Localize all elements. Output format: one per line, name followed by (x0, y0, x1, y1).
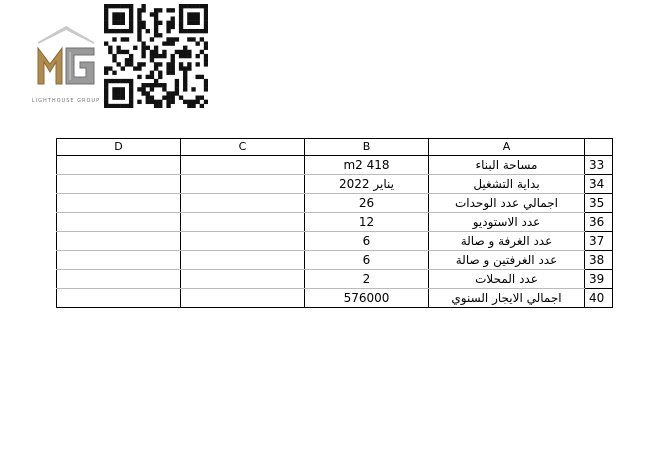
row-number[interactable]: 40 (585, 289, 613, 308)
row-number[interactable]: 35 (585, 194, 613, 213)
cell-b[interactable]: 6 (305, 232, 429, 251)
cell-d[interactable] (57, 251, 181, 270)
cell-c[interactable] (181, 251, 305, 270)
cell-d[interactable] (57, 270, 181, 289)
cell-d[interactable] (57, 194, 181, 213)
table-row (57, 270, 613, 289)
row-number[interactable]: 38 (585, 251, 613, 270)
column-header-a[interactable]: A (429, 139, 585, 156)
row-number[interactable]: 34 (585, 175, 613, 194)
company-logo (30, 22, 102, 110)
cell-a[interactable]: عدد الغرفتين و صالة (429, 251, 585, 270)
row-number[interactable]: 39 (585, 270, 613, 289)
cell-c[interactable] (181, 156, 305, 175)
qr-code-icon (104, 4, 208, 108)
cell-d[interactable] (57, 213, 181, 232)
cell-c[interactable] (181, 289, 305, 308)
cell-a[interactable]: عدد الغرفة و صالة (429, 232, 585, 251)
cell-b[interactable]: 6 (305, 251, 429, 270)
qr-code (104, 4, 208, 108)
cell-c[interactable] (181, 213, 305, 232)
table-row (57, 175, 613, 194)
cell-a[interactable]: اجمالي عدد الوحدات (429, 194, 585, 213)
corner-cell (585, 139, 613, 156)
cell-c[interactable] (181, 194, 305, 213)
table-row (57, 289, 613, 308)
logo-emblem-icon (30, 22, 102, 110)
cell-b[interactable]: يناير 2022 (305, 175, 429, 194)
table-row (57, 156, 613, 175)
cell-c[interactable] (181, 270, 305, 289)
cell-d[interactable] (57, 232, 181, 251)
cell-a[interactable]: مساحة البناء (429, 156, 585, 175)
cell-c[interactable] (181, 232, 305, 251)
column-header-c[interactable]: C (181, 139, 305, 156)
cell-a[interactable]: عدد المحلات (429, 270, 585, 289)
cell-d[interactable] (57, 156, 181, 175)
cell-a[interactable]: اجمالي الايجار السنوي (429, 289, 585, 308)
cell-a[interactable]: بداية التشغيل (429, 175, 585, 194)
row-number[interactable]: 33 (585, 156, 613, 175)
cell-b[interactable]: 26 (305, 194, 429, 213)
cell-b[interactable]: 576000 (305, 289, 429, 308)
column-header-b[interactable]: B (305, 139, 429, 156)
table-row (57, 232, 613, 251)
cell-c[interactable] (181, 175, 305, 194)
row-number[interactable]: 37 (585, 232, 613, 251)
cell-d[interactable] (57, 175, 181, 194)
cell-a[interactable]: عدد الاستوديو (429, 213, 585, 232)
column-header-d[interactable]: D (57, 139, 181, 156)
table-row (57, 251, 613, 270)
logo-caption: LIGHTHOUSE GROUP (31, 98, 101, 104)
row-number[interactable]: 36 (585, 213, 613, 232)
cell-d[interactable] (57, 289, 181, 308)
cell-b[interactable]: m2 418 (305, 156, 429, 175)
table-row (57, 213, 613, 232)
table-row (57, 194, 613, 213)
cell-b[interactable]: 2 (305, 270, 429, 289)
cell-b[interactable]: 12 (305, 213, 429, 232)
column-header-row (57, 139, 613, 156)
spreadsheet-table (56, 138, 613, 308)
